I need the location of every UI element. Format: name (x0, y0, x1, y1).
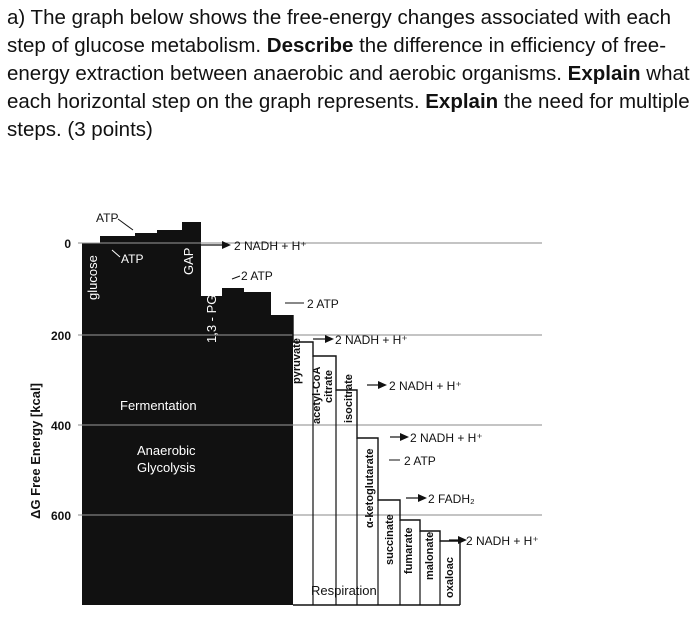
atp-top-pointer (118, 219, 133, 230)
product-arrow-9 (449, 536, 467, 544)
stage-glucose: glucose (85, 255, 100, 300)
label-glycolysis: Glycolysis (137, 460, 196, 475)
product-label-4: 2 NADH + H⁺ (335, 333, 408, 347)
stage-ketoglutarate: α-ketoglutarate (364, 448, 376, 528)
stage-citrate: citrate (323, 369, 335, 403)
stage-1-3-pg: 1,3 - PG (204, 294, 219, 343)
y-tick-0: 0 (64, 237, 71, 251)
y-tick-200: 200 (50, 329, 71, 343)
stage-oxaloacetate: oxaloac (444, 557, 456, 598)
product-arrow-1 (201, 241, 231, 249)
product-pointer-2 (232, 276, 240, 279)
product-label-1: 2 NADH + H⁺ (234, 239, 307, 253)
question-sentence-1: the difference in efficiency of free-energy extraction between anaerobic and aerobic organisms. (7, 34, 667, 85)
stage-fumarate: fumarate (403, 527, 415, 574)
keyword-explain-2: Explain (425, 90, 499, 113)
product-arrow-8 (406, 494, 427, 502)
y-tick-600: 600 (50, 509, 71, 523)
atp-inner-label: ATP (121, 252, 144, 266)
product-label-9: 2 NADH + H⁺ (466, 534, 539, 548)
product-label-6: 2 NADH + H⁺ (410, 431, 483, 445)
atp-top-label: ATP (96, 211, 119, 225)
stage-acetyl-coa: acetyl-CoA (311, 366, 323, 424)
label-respiration: Respiration (311, 583, 377, 598)
product-label-3: 2 ATP (307, 297, 339, 311)
product-arrow-4 (313, 335, 334, 343)
question-part-a: a) The graph below shows the free-energy changes associated with each step of glucose metabolism. (7, 6, 671, 57)
y-tick-400: 400 (50, 419, 71, 433)
stage-isocitrate: isocitrate (343, 374, 355, 423)
product-label-2: 2 ATP (241, 269, 273, 283)
product-label-7: 2 ATP (404, 454, 436, 468)
product-arrow-5 (367, 381, 387, 389)
stage-pyruvate: pyruvate (291, 338, 303, 384)
stage-succinate: succinate (384, 514, 396, 565)
label-anaerobic: Anaerobic (137, 443, 196, 458)
label-fermentation: Fermentation (120, 398, 197, 413)
keyword-describe: Describe (266, 34, 354, 57)
keyword-explain-1: Explain (567, 62, 641, 85)
product-label-8: 2 FADH₂ (428, 492, 475, 506)
product-arrow-6 (390, 433, 409, 441)
stage-gap: GAP (181, 247, 196, 275)
product-label-5: 2 NADH + H⁺ (389, 379, 462, 393)
stage-malonate: malonate (424, 531, 436, 580)
question-sentence-3: the need for multiple steps. (3 points) (7, 90, 690, 141)
question-sentence-2: what each horizontal step on the graph represents. (7, 62, 690, 113)
y-axis-label: ΔG Free Energy [kcal] (28, 383, 43, 519)
